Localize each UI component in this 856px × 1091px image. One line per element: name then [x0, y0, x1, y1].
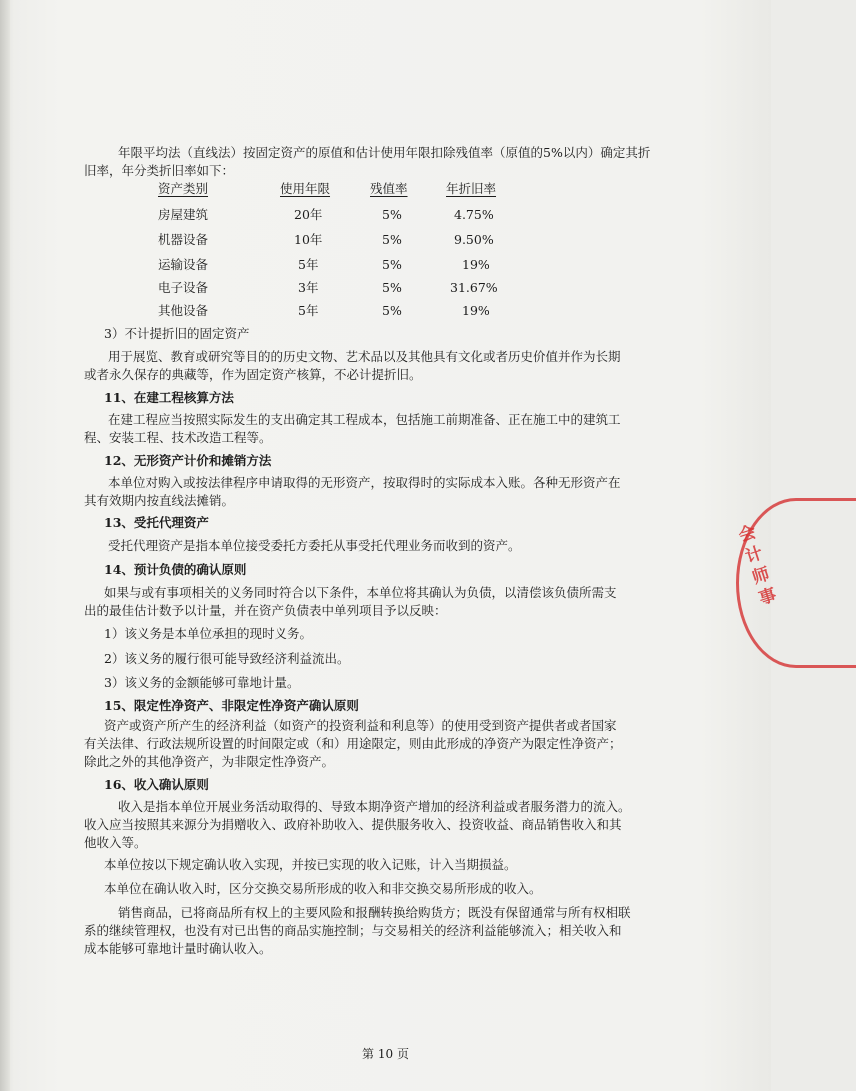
text-line: 其有效期内按直线法摊销。	[84, 493, 235, 508]
text-line: 1）该义务是本单位承担的现时义务。	[104, 626, 312, 641]
section-heading-15: 15、限定性净资产、非限定性净资产确认原则	[104, 698, 359, 713]
text-line: 年限平均法（直线法）按固定资产的原值和估计使用年限扣除残值率（原值的5%以内）确定其折	[118, 145, 651, 160]
text-line: 旧率，年分类折旧率如下：	[84, 163, 235, 178]
table-cell: 电子设备	[158, 280, 209, 295]
text-line: 本单位在确认收入时，区分交换交易所形成的收入和非交换交易所形成的收入。	[104, 881, 542, 896]
text-line: 系的继续管理权，也没有对已出售的商品实施控制；与交易相关的经济利益能够流入；相关收入和	[84, 923, 622, 938]
text-line: 除此之外的其他净资产，为非限定性净资产。	[84, 754, 335, 769]
page-number: 第 10 页	[362, 1047, 409, 1061]
table-header-useful-life: 使用年限	[280, 181, 331, 196]
table-cell: 5%	[382, 207, 402, 222]
table-cell: 5%	[382, 232, 402, 247]
text-line: 3）该义务的金额能够可靠地计量。	[104, 675, 300, 690]
stamp-text: 会计师事	[736, 522, 779, 610]
table-header-residual-rate: 残值率	[370, 181, 408, 196]
table-header-asset-type: 资产类别	[158, 181, 209, 196]
text-line: 3）不计提折旧的固定资产	[104, 326, 250, 341]
text-line: 资产或资产所产生的经济利益（如资产的投资利益和利息等）的使用受到资产提供者或者国家	[104, 718, 617, 733]
table-cell: 机器设备	[158, 232, 209, 247]
text-line: 或者永久保存的典藏等，作为固定资产核算，不必计提折旧。	[84, 367, 422, 382]
text-line: 他收入等。	[84, 835, 147, 850]
table-cell: 19%	[462, 303, 490, 318]
text-line: 如果与或有事项相关的义务同时符合以下条件，本单位将其确认为负债，以清偿该负债所需支	[104, 585, 617, 600]
text-line: 2）该义务的履行很可能导致经济利益流出。	[104, 651, 350, 666]
page-binding-edge	[0, 0, 10, 1091]
table-cell: 5年	[298, 303, 319, 318]
text-line: 成本能够可靠地计量时确认收入。	[84, 941, 272, 956]
text-line: 本单位按以下规定确认收入实现，并按已实现的收入记账，计入当期损益。	[104, 857, 517, 872]
table-cell: 19%	[462, 257, 490, 272]
table-cell: 5%	[382, 257, 402, 272]
text-line: 销售商品，已将商品所有权上的主要风险和报酬转换给购货方；既没有保留通常与所有权相联	[118, 905, 631, 920]
table-cell: 5%	[382, 280, 402, 295]
section-heading-14: 14、预计负债的确认原则	[104, 562, 247, 577]
table-cell: 其他设备	[158, 303, 209, 318]
text-line: 有关法律、行政法规所设置的时间限定或（和）用途限定，则由此形成的净资产为限定性净资产；	[84, 736, 622, 751]
table-cell: 3年	[298, 280, 319, 295]
text-line: 用于展览、教育或研究等目的的历史文物、艺术品以及其他具有文化或者历史价值并作为长期	[108, 349, 621, 364]
table-cell: 31.67%	[450, 280, 498, 295]
section-heading-13: 13、受托代理资产	[104, 515, 209, 530]
text-line: 受托代理资产是指本单位接受委托方委托从事受托代理业务而收到的资产。	[108, 538, 521, 553]
table-cell: 房屋建筑	[158, 207, 209, 222]
table-cell: 5年	[298, 257, 319, 272]
section-heading-12: 12、无形资产计价和摊销方法	[104, 453, 272, 468]
text-line: 程、安装工程、技术改造工程等。	[84, 430, 272, 445]
table-cell: 10年	[294, 232, 323, 247]
text-line: 出的最佳估计数予以计量，并在资产负债表中单列项目予以反映：	[84, 603, 447, 618]
table-cell: 运输设备	[158, 257, 209, 272]
text-line: 收入是指本单位开展业务活动取得的、导致本期净资产增加的经济利益或者服务潜力的流入。	[118, 799, 631, 814]
section-heading-11: 11、在建工程核算方法	[104, 390, 234, 405]
text-line: 本单位对购入或按法律程序申请取得的无形资产，按取得时的实际成本入账。各种无形资产在	[108, 475, 621, 490]
section-heading-16: 16、收入确认原则	[104, 777, 209, 792]
table-header-annual-rate: 年折旧率	[446, 181, 497, 196]
text-line: 在建工程应当按照实际发生的支出确定其工程成本，包括施工前期准备、正在施工中的建筑工	[108, 412, 621, 427]
table-cell: 5%	[382, 303, 402, 318]
table-cell: 20年	[294, 207, 323, 222]
table-cell: 4.75%	[454, 207, 494, 222]
table-cell: 9.50%	[454, 232, 494, 247]
red-seal-stamp	[736, 498, 856, 668]
text-line: 收入应当按照其来源分为捐赠收入、政府补助收入、提供服务收入、投资收益、商品销售收入和其	[84, 817, 622, 832]
